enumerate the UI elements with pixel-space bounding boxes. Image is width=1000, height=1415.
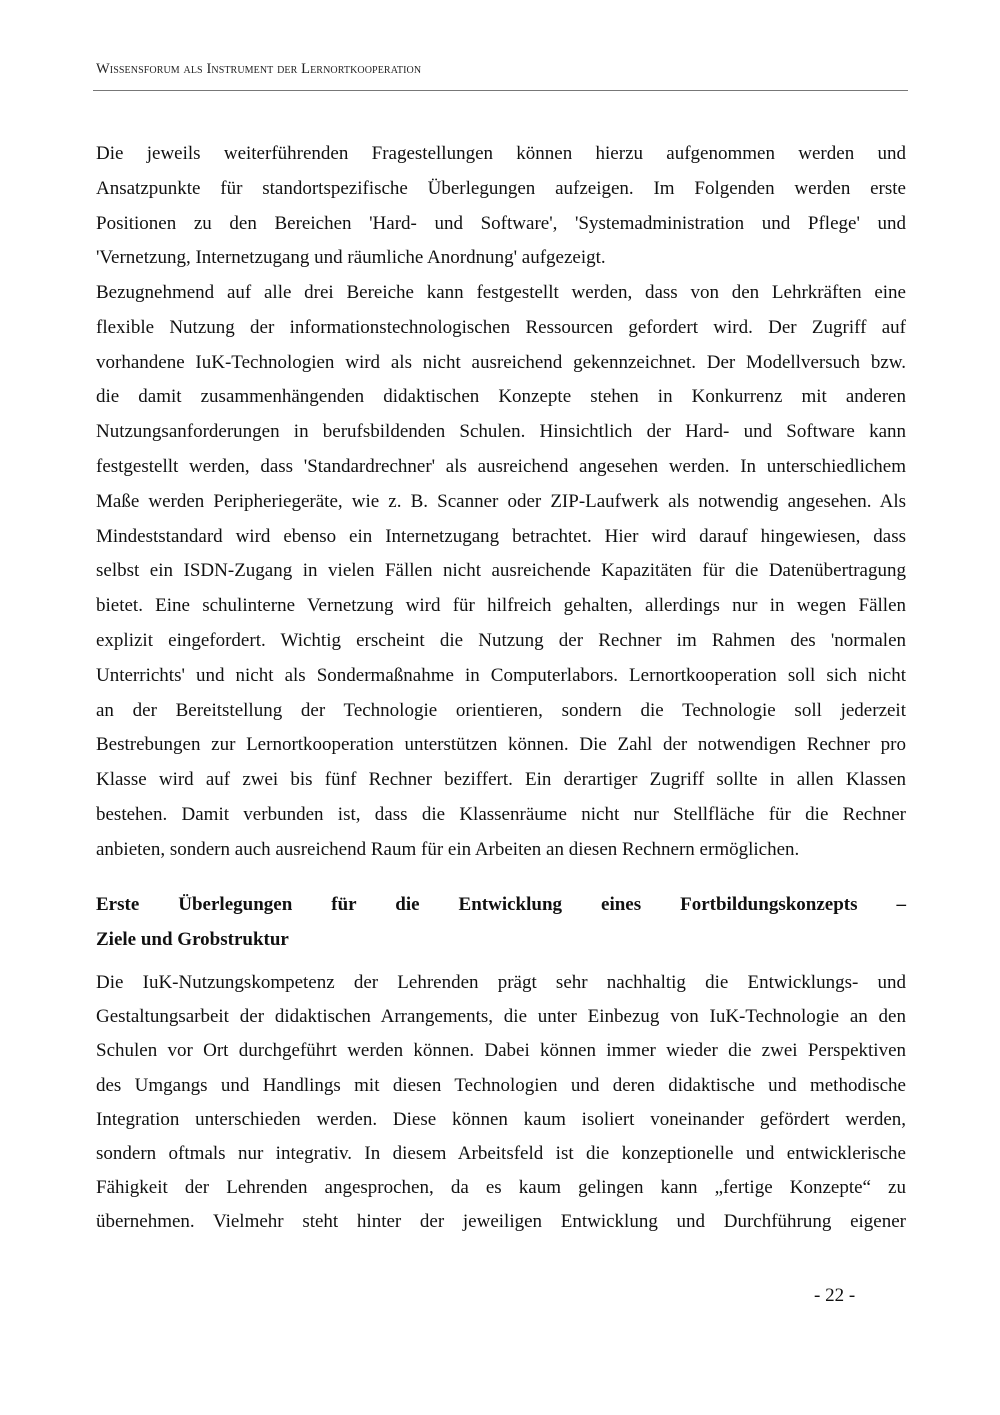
text-line: bestehen. Damit verbunden ist, dass die Klassenräume nicht nur Stellfläche für die Rechner	[96, 803, 906, 825]
paragraph-1	[96, 137, 906, 276]
paragraph-2	[96, 276, 906, 868]
text-line: selbst ein ISDN-Zugang in vielen Fällen nicht ausreichende Kapazitäten für die Datenübertragung	[96, 560, 906, 582]
page-number: - 22 -	[814, 1285, 856, 1306]
text-line: Bezugnehmend auf alle drei Bereiche kann festgestellt werden, dass von den Lehrkräften eine	[96, 282, 906, 303]
text-line: Mindeststandard wird ebenso ein Internetzugang betrachtet. Hier wird darauf hingewiesen, dass	[96, 525, 906, 547]
text-line: Fähigkeit der Lehrenden angesprochen, da es kaum gelingen kann „fertige Konzepte“ zu	[96, 1177, 906, 1199]
text-line: festgestellt werden, dass 'Standardrechner' als ausreichend angesehen werden. In unterschiedlichem	[96, 455, 906, 477]
text-line: Bestrebungen zur Lernortkooperation unterstützen können. Die Zahl der notwendigen Rechner pro	[96, 734, 906, 756]
text-line: übernehmen. Vielmehr steht hinter der jeweiligen Entwicklung und Durchführung eigener	[96, 1211, 906, 1233]
text-line: anbieten, sondern auch ausreichend Raum für ein Arbeiten an diesen Rechnern ermöglichen.	[96, 838, 800, 860]
text-line: sondern oftmals nur integrativ. In diesem Arbeitsfeld ist die konzeptionelle und entwicklerische	[96, 1142, 906, 1164]
text-line: Nutzungsanforderungen in berufsbildenden Schulen. Hinsichtlich der Hard- und Software kann	[96, 421, 906, 443]
text-line: Ansatzpunkte für standortspezifische Überlegungen aufzeigen. Im Folgenden werden erste	[96, 177, 906, 199]
text-line: flexible Nutzung der informationstechnologischen Ressourcen gefordert wird. Der Zugriff auf	[96, 316, 906, 338]
text-line: Positionen zu den Bereichen 'Hard- und Software', 'Systemadministration und Pflege' und	[96, 212, 906, 234]
text-line: die damit zusammenhängenden didaktischen Konzepte stehen in Konkurrenz mit anderen	[96, 386, 906, 408]
paragraph-3	[96, 966, 906, 1240]
text-line: explizit eingefordert. Wichtig erscheint die Nutzung der Rechner im Rahmen des 'normalen	[96, 629, 906, 651]
text-line: Die jeweils weiterführenden Fragestellungen können hierzu aufgenommen werden und	[96, 143, 906, 164]
text-line: Unterrichts' und nicht als Sondermaßnahme in Computerlabors. Lernortkooperation soll sich nicht	[96, 664, 906, 686]
heading-line: Erste Überlegungen für die Entwicklung eines Fortbildungskonzepts –	[96, 894, 906, 915]
running-header: Wissensforum als Instrument der Lernortkooperation	[96, 61, 422, 77]
text-line: Die IuK-Nutzungskompetenz der Lehrenden prägt sehr nachhaltig die Entwicklungs- und	[96, 972, 906, 993]
text-line: bietet. Eine schulinterne Vernetzung wird für hilfreich gehalten, allerdings nur in wegen Fällen	[96, 595, 906, 617]
text-line: Schulen vor Ort durchgeführt werden können. Dabei können immer wieder die zwei Perspektiven	[96, 1040, 906, 1062]
text-line: des Umgangs und Handlings mit diesen Technologien und deren didaktische und methodische	[96, 1074, 906, 1096]
heading-line: Ziele und Grobstruktur	[96, 928, 289, 950]
text-line: Gestaltungsarbeit der didaktischen Arrangements, die unter Einbezug von IuK-Technologie an den	[96, 1006, 906, 1028]
text-line: an der Bereitstellung der Technologie orientieren, sondern die Technologie soll jederzeit	[96, 699, 906, 721]
text-line: Klasse wird auf zwei bis fünf Rechner beziffert. Ein derartiger Zugriff sollte in allen Klassen	[96, 769, 906, 791]
text-line: Integration unterschieden werden. Diese können kaum isoliert voneinander gefördert werden,	[96, 1108, 906, 1130]
text-line: Maße werden Peripheriegeräte, wie z. B. Scanner oder ZIP-Laufwerk als notwendig angesehen. Als	[96, 490, 906, 512]
text-line: 'Vernetzung, Internetzugang und räumliche Anordnung' aufgezeigt.	[96, 247, 606, 269]
header-rule	[93, 90, 908, 91]
text-line: vorhandene IuK-Technologien wird als nicht ausreichend gekennzeichnet. Der Modellversuch bzw.	[96, 351, 906, 373]
section-heading	[96, 888, 906, 958]
